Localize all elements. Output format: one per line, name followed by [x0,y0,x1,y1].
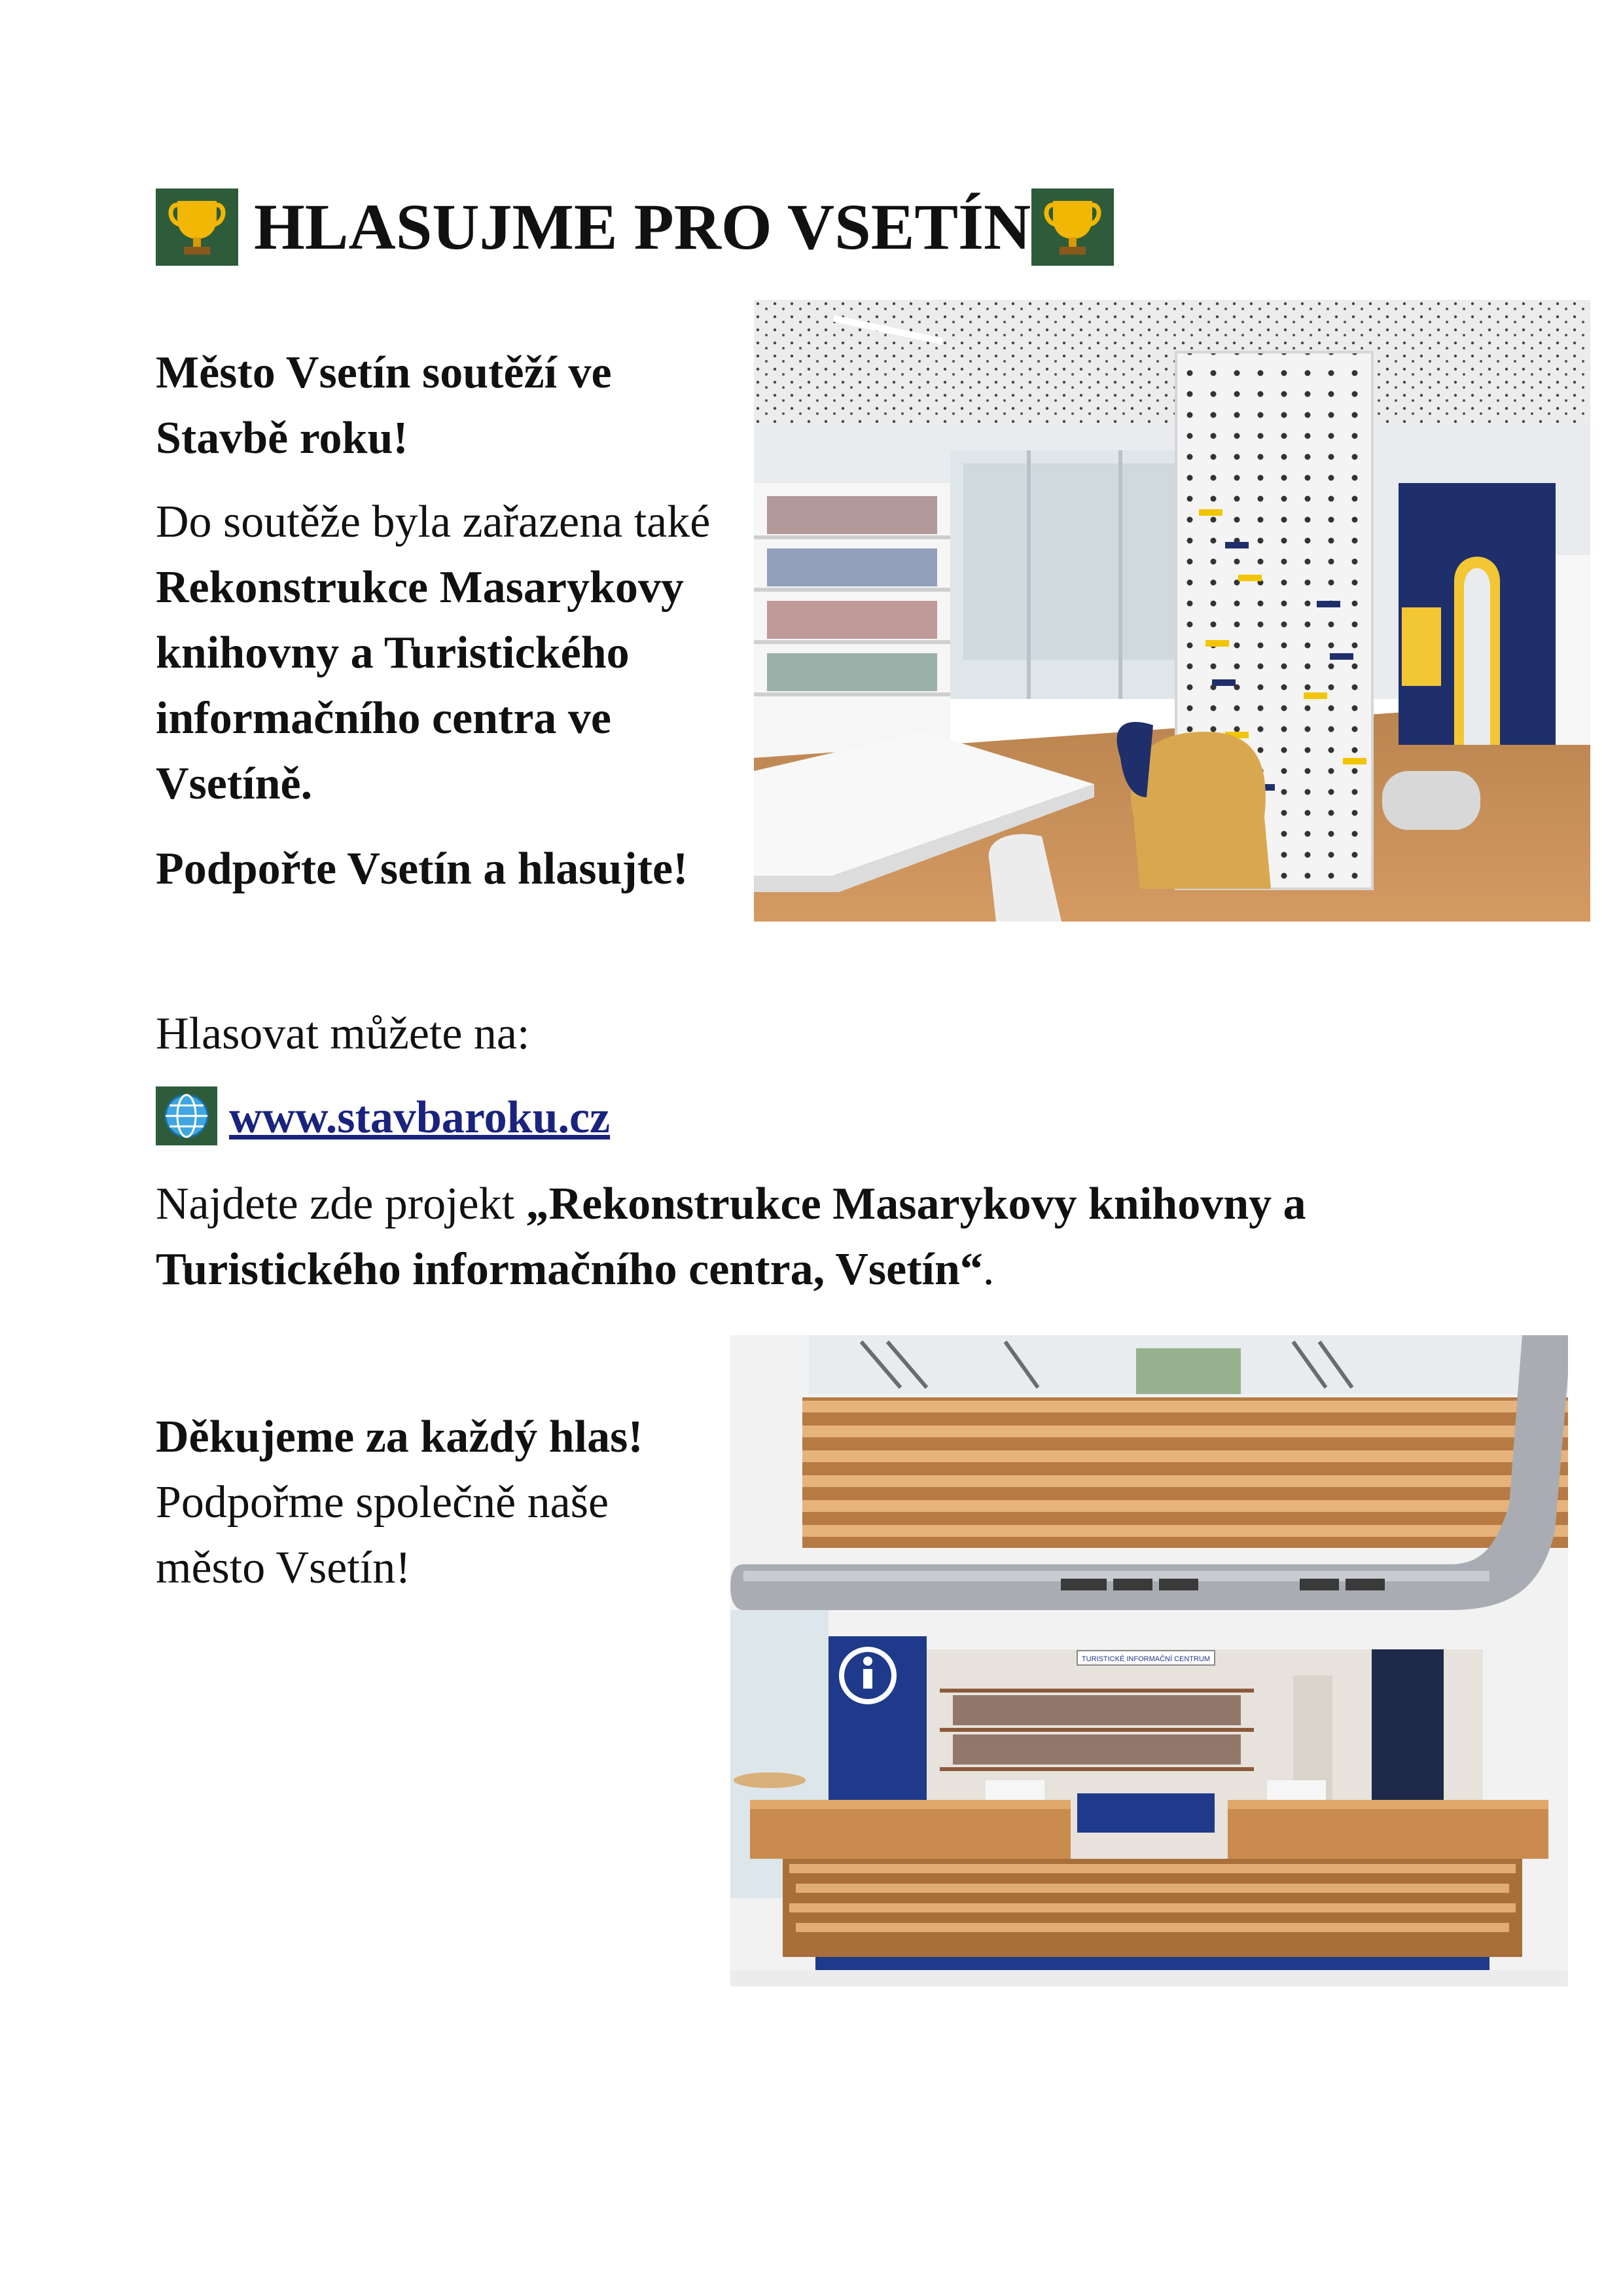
thanks-line-2: město Vsetín! [156,1543,411,1593]
thanks-text: Děkujeme za každý hlas! [156,1412,643,1462]
intro-line-1: Město Vsetín soutěží ve [156,348,612,398]
find-paragraph [156,1172,1530,1237]
vote-link[interactable]: www.stavbaroku.cz [229,1092,611,1143]
trophy-icon [156,188,238,266]
vote-label: Hlasovat můžete na: [156,1009,530,1059]
page-title: HLASUJME PRO VSETÍN [254,190,1031,263]
find-suffix: . [982,1244,995,1295]
project-prefix: Do soutěže byla zařazena také [156,497,711,547]
information-centre-photo [730,1335,1568,1986]
project-name-part-1: „Rekonstrukce Masarykovy knihovny a [526,1179,1306,1229]
tic-sign: TURISTICKÉ INFORMAČNÍ CENTRUM [1081,1655,1211,1663]
support-text: Podpořte Vsetín a hlasujte! [156,844,688,894]
intro-line-2: Stavbě roku! [156,413,408,463]
globe-icon [156,1086,217,1145]
project-line-3: informačního centra ve [156,693,611,744]
project-line-1: Rekonstrukce Masarykovy [156,562,684,613]
trophy-icon [1031,188,1114,266]
find-paragraph-line-2 [156,1237,1530,1302]
project-line-2: knihovny a Turistického [156,628,630,678]
find-prefix: Najdete zde projekt [156,1179,526,1229]
project-line-4: Vsetíně. [156,759,313,809]
library-photo [754,300,1590,922]
thanks-line-1: Podpořme společně naše [156,1477,609,1528]
project-name-part-2: Turistického informačního centra, Vsetín“ [156,1244,983,1295]
